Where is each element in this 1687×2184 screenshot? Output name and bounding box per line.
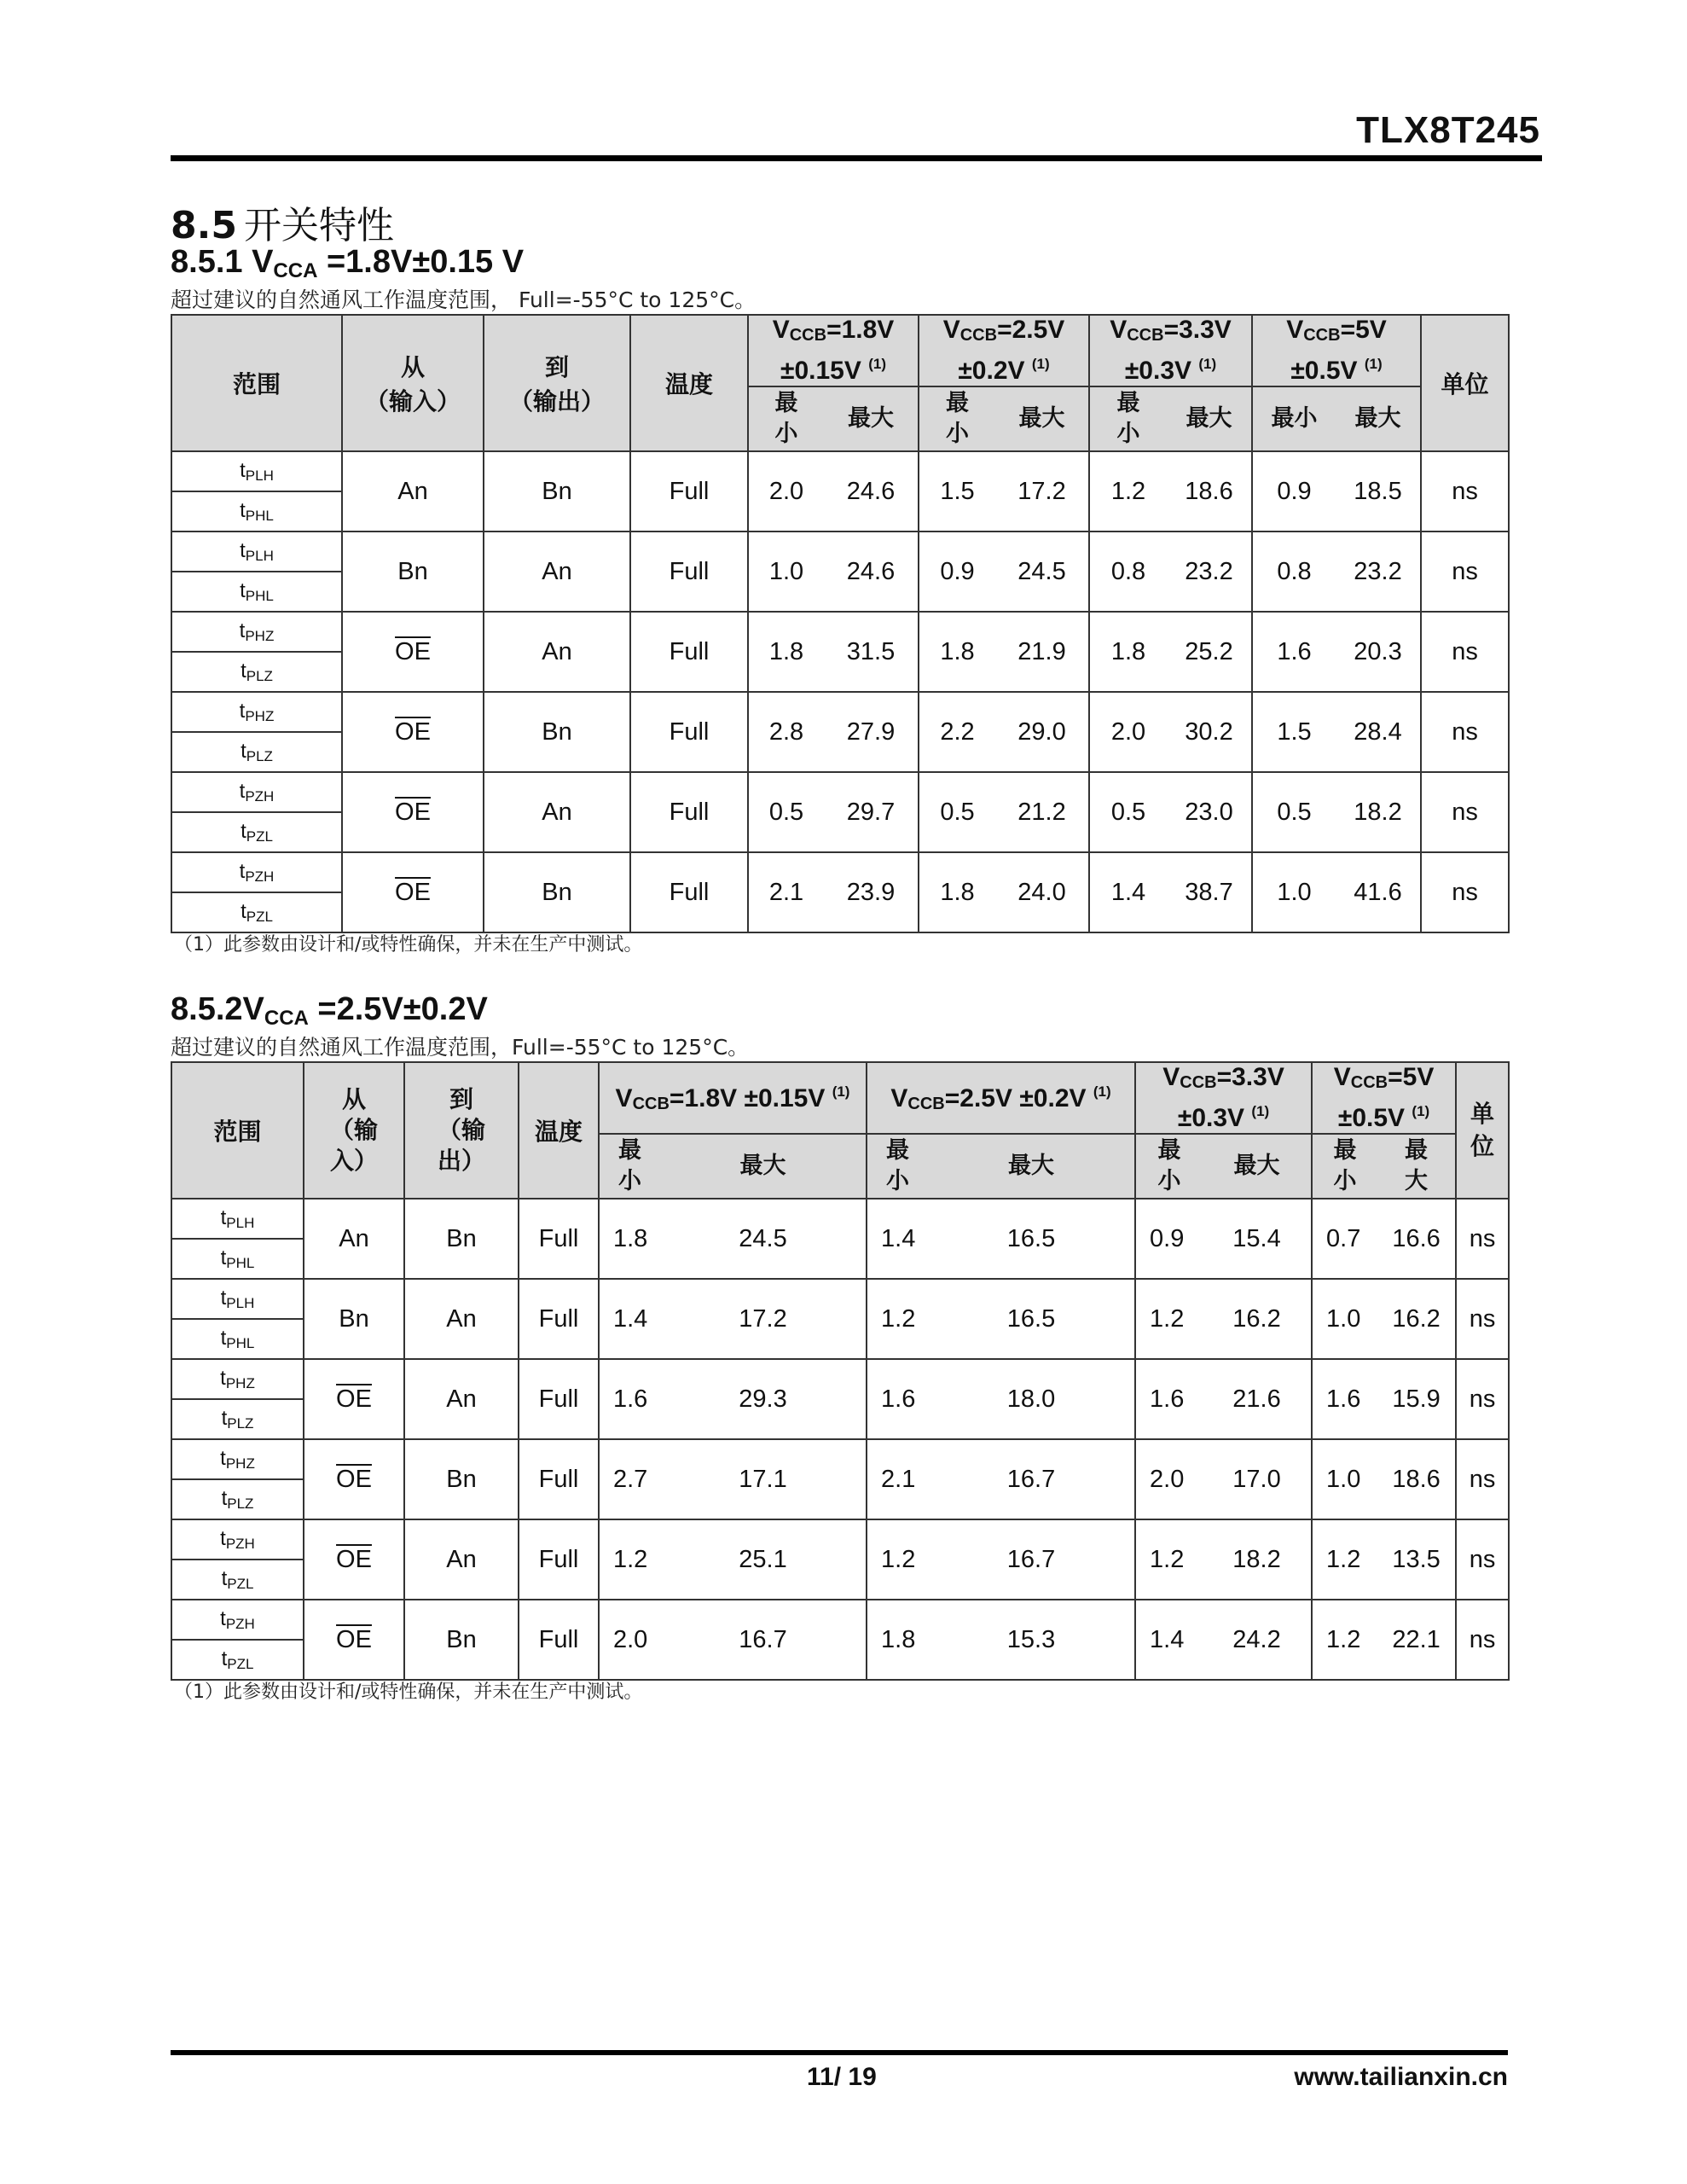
min-value-cell: 1.6 [1252, 612, 1336, 692]
temp-cell: Full [519, 1439, 599, 1519]
from-cell: $\overline{OE}$ [304, 1519, 404, 1600]
param-cell: $t_{PLZ}$ [171, 1399, 304, 1439]
unit-cell: ns [1456, 1600, 1509, 1680]
footer-rule [171, 2050, 1508, 2055]
temp-cell: Full [519, 1279, 599, 1359]
min-value-cell: 2.2 [919, 692, 995, 772]
max-value-cell: 24.6 [824, 451, 919, 531]
param-cell: $t_{PLH}$ [171, 451, 342, 491]
min-value-cell: 1.4 [1089, 852, 1167, 932]
page-number: 11/ 19 [807, 2063, 877, 2091]
from-cell: $\overline{OE}$ [304, 1359, 404, 1439]
max-value-cell: 24.5 [995, 531, 1089, 612]
min-value-cell: 1.8 [599, 1199, 660, 1279]
min-value-cell: 2.8 [748, 692, 824, 772]
max-value-cell: 24.6 [824, 531, 919, 612]
header-max: 最大 [1167, 386, 1252, 451]
table-row [171, 451, 1509, 491]
max-value-cell: 17.2 [995, 451, 1089, 531]
min-value-cell: 2.0 [599, 1600, 660, 1680]
from-cell: $\overline{OE}$ [342, 612, 484, 692]
temp-cell: Full [630, 692, 748, 772]
max-value-cell: 16.7 [660, 1600, 867, 1680]
max-value-cell: 24.2 [1203, 1600, 1312, 1680]
param-cell: $t_{PHL}$ [171, 572, 342, 612]
min-value-cell: 1.6 [1312, 1359, 1377, 1439]
temp-cell: Full [519, 1600, 599, 1680]
param-cell: $t_{PLH}$ [171, 531, 342, 572]
to-cell: Bn [484, 692, 630, 772]
max-value-cell: 21.9 [995, 612, 1089, 692]
header-min: 最小 [748, 386, 824, 451]
max-value-cell: 16.5 [928, 1199, 1135, 1279]
min-value-cell: 1.6 [1135, 1359, 1203, 1439]
param-cell: $t_{PHZ}$ [171, 1359, 304, 1399]
min-value-cell: 1.5 [919, 451, 995, 531]
min-value-cell: 1.6 [599, 1359, 660, 1439]
max-value-cell: 17.0 [1203, 1439, 1312, 1519]
max-value-cell: 24.5 [660, 1199, 867, 1279]
to-cell: Bn [484, 852, 630, 932]
header-max: 最 大 [1377, 1134, 1456, 1199]
header-temp: 温度 [519, 1062, 599, 1199]
header-vccb-2: $V_{CCB}=2.5V$ ±0.2V $^{(1)}$ [919, 315, 1089, 386]
param-cell: $t_{PHL}$ [171, 1239, 304, 1279]
param-cell: $t_{PZL}$ [171, 1560, 304, 1600]
max-value-cell: 29.7 [824, 772, 919, 852]
to-cell: Bn [404, 1600, 519, 1680]
min-value-cell: 2.7 [599, 1439, 660, 1519]
section-title [171, 195, 394, 249]
temp-cell: Full [519, 1519, 599, 1600]
param-cell: $t_{PZH}$ [171, 1600, 304, 1640]
header-vccb-4: $V_{CCB}=5V$ ±0.5V $^{(1)}$ [1312, 1062, 1456, 1134]
table-row [171, 772, 1509, 812]
temp-cell: Full [519, 1359, 599, 1439]
header-vccb-2: $V_{CCB}=2.5V \pm 0.2V$ $^{(1)}$ [867, 1062, 1135, 1134]
max-value-cell: 18.2 [1336, 772, 1421, 852]
header-rule [171, 155, 1542, 161]
header-to: 到 （输 出） [404, 1062, 519, 1199]
to-cell: An [404, 1279, 519, 1359]
section-title-cn: 开关特性 [243, 204, 394, 247]
header-max: 最大 [824, 386, 919, 451]
param-cell: $t_{PHZ}$ [171, 1439, 304, 1479]
to-cell: Bn [404, 1199, 519, 1279]
temp-cell: Full [630, 531, 748, 612]
param-cell: $t_{PLZ}$ [171, 652, 342, 692]
max-value-cell: 31.5 [824, 612, 919, 692]
min-value-cell: 1.8 [867, 1600, 928, 1680]
min-value-cell: 1.2 [1089, 451, 1167, 531]
min-value-cell: 0.5 [1089, 772, 1167, 852]
table-row [171, 1439, 1509, 1479]
max-value-cell: 18.6 [1167, 451, 1252, 531]
max-value-cell: 16.2 [1377, 1279, 1456, 1359]
param-cell: $t_{PHZ}$ [171, 612, 342, 652]
min-value-cell: 0.9 [1135, 1199, 1203, 1279]
header-min: 最 小 [599, 1134, 660, 1199]
min-value-cell: 0.5 [919, 772, 995, 852]
max-value-cell: 25.1 [660, 1519, 867, 1600]
max-value-cell: 41.6 [1336, 852, 1421, 932]
from-cell: $\overline{OE}$ [342, 772, 484, 852]
max-value-cell: 23.0 [1167, 772, 1252, 852]
table-row [171, 1199, 1509, 1239]
max-value-cell: 15.4 [1203, 1199, 1312, 1279]
temp-cell: Full [630, 612, 748, 692]
min-value-cell: 1.4 [599, 1279, 660, 1359]
to-cell: Bn [484, 451, 630, 531]
header-range: 范围 [171, 1062, 304, 1199]
max-value-cell: 25.2 [1167, 612, 1252, 692]
max-value-cell: 22.1 [1377, 1600, 1456, 1680]
unit-cell: ns [1456, 1519, 1509, 1600]
max-value-cell: 29.0 [995, 692, 1089, 772]
max-value-cell: 29.3 [660, 1359, 867, 1439]
min-value-cell: 1.2 [1312, 1519, 1377, 1600]
header-to: 到 （输出） [484, 315, 630, 451]
param-cell: $t_{PZH}$ [171, 852, 342, 892]
from-cell: $\overline{OE}$ [304, 1600, 404, 1680]
part-number: TLX8T245 [1356, 109, 1540, 151]
param-cell: $t_{PLZ}$ [171, 1479, 304, 1519]
header-vccb-1: $V_{CCB}=1.8V \pm 0.15V$ $^{(1)}$ [599, 1062, 867, 1134]
table-row [171, 612, 1509, 652]
param-cell: $t_{PHL}$ [171, 491, 342, 531]
header-max: 最大 [1203, 1134, 1312, 1199]
min-value-cell: 1.4 [1135, 1600, 1203, 1680]
temp-cell: Full [630, 852, 748, 932]
unit-cell: ns [1421, 852, 1509, 932]
max-value-cell: 21.2 [995, 772, 1089, 852]
max-value-cell: 16.2 [1203, 1279, 1312, 1359]
max-value-cell: 16.6 [1377, 1199, 1456, 1279]
from-cell: $\overline{OE}$ [342, 692, 484, 772]
min-value-cell: 0.9 [919, 531, 995, 612]
max-value-cell: 27.9 [824, 692, 919, 772]
table-row [171, 531, 1509, 572]
subsection-title-1: 8.5.1 $V_{CCA} =1.8V\pm 0.15$ V [171, 244, 525, 282]
unit-cell: ns [1421, 772, 1509, 852]
min-value-cell: 1.5 [1252, 692, 1336, 772]
max-value-cell: 28.4 [1336, 692, 1421, 772]
header-range: 范围 [171, 315, 342, 451]
min-value-cell: 1.8 [919, 612, 995, 692]
max-value-cell: 23.2 [1336, 531, 1421, 612]
min-value-cell: 1.2 [867, 1279, 928, 1359]
header-unit: 单 位 [1456, 1062, 1509, 1199]
max-value-cell: 23.2 [1167, 531, 1252, 612]
header-vccb-3: $V_{CCB}=3.3V$ ±0.3V $^{(1)}$ [1089, 315, 1252, 386]
unit-cell: ns [1456, 1359, 1509, 1439]
section-number: 8.5 [171, 204, 237, 247]
header-unit: 单位 [1421, 315, 1509, 451]
min-value-cell: 2.1 [748, 852, 824, 932]
conditions-note-2: 超过建议的自然通风工作温度范围，Full=-55°C to 125°C。 [171, 1035, 750, 1060]
param-cell: $t_{PLH}$ [171, 1199, 304, 1239]
max-value-cell: 16.7 [928, 1519, 1135, 1600]
unit-cell: ns [1421, 692, 1509, 772]
min-value-cell: 1.0 [1312, 1439, 1377, 1519]
from-cell: An [342, 451, 484, 531]
param-cell: $t_{PHL}$ [171, 1319, 304, 1359]
unit-cell: ns [1456, 1439, 1509, 1519]
unit-cell: ns [1456, 1199, 1509, 1279]
min-value-cell: 2.0 [748, 451, 824, 531]
table-row [171, 852, 1509, 892]
param-cell: $t_{PHZ}$ [171, 692, 342, 732]
unit-cell: ns [1421, 612, 1509, 692]
unit-cell: ns [1421, 531, 1509, 612]
min-value-cell: 1.2 [867, 1519, 928, 1600]
min-value-cell: 0.9 [1252, 451, 1336, 531]
max-value-cell: 18.5 [1336, 451, 1421, 531]
header-min: 最 小 [1312, 1134, 1377, 1199]
header-min: 最 小 [867, 1134, 928, 1199]
temp-cell: Full [630, 451, 748, 531]
conditions-note-1: 超过建议的自然通风工作温度范围， Full=-55°C to 125°C。 [171, 288, 757, 312]
to-cell: An [404, 1519, 519, 1600]
min-value-cell: 0.8 [1252, 531, 1336, 612]
to-cell: An [484, 531, 630, 612]
min-value-cell: 1.2 [1135, 1519, 1203, 1600]
max-value-cell: 20.3 [1336, 612, 1421, 692]
max-value-cell: 15.9 [1377, 1359, 1456, 1439]
unit-cell: ns [1456, 1279, 1509, 1359]
header-min: 最小 [919, 386, 995, 451]
unit-cell: ns [1421, 451, 1509, 531]
param-cell: $t_{PLH}$ [171, 1279, 304, 1319]
table-row [171, 1519, 1509, 1560]
to-cell: Bn [404, 1439, 519, 1519]
min-value-cell: 1.2 [1312, 1600, 1377, 1680]
min-value-cell: 2.0 [1089, 692, 1167, 772]
to-cell: An [404, 1359, 519, 1439]
header-from: 从 （输 入） [304, 1062, 404, 1199]
min-value-cell: 0.5 [748, 772, 824, 852]
subsection-title-2: $8.5.2V_{CCA} =2.5V\pm 0.2V$ [171, 991, 488, 1030]
min-value-cell: 1.8 [748, 612, 824, 692]
from-cell: An [304, 1199, 404, 1279]
switching-table-2 [171, 1061, 1510, 1681]
max-value-cell: 30.2 [1167, 692, 1252, 772]
table-row [171, 1279, 1509, 1319]
header-vccb-4: $V_{CCB}=5V$ ±0.5V $^{(1)}$ [1252, 315, 1421, 386]
header-from: 从 （输入） [342, 315, 484, 451]
footnote-1: （1）此参数由设计和/或特性确保，并未在生产中测试。 [174, 934, 643, 956]
min-value-cell: 1.0 [748, 531, 824, 612]
min-value-cell: 0.7 [1312, 1199, 1377, 1279]
temp-cell: Full [630, 772, 748, 852]
min-value-cell: 1.4 [867, 1199, 928, 1279]
max-value-cell: 16.7 [928, 1439, 1135, 1519]
min-value-cell: 1.0 [1252, 852, 1336, 932]
header-temp: 温度 [630, 315, 748, 451]
table-row [171, 1600, 1509, 1640]
temp-cell: Full [519, 1199, 599, 1279]
min-value-cell: 1.2 [1135, 1279, 1203, 1359]
max-value-cell: 17.1 [660, 1439, 867, 1519]
min-value-cell: 1.6 [867, 1359, 928, 1439]
param-cell: $t_{PZL}$ [171, 812, 342, 852]
header-vccb-1: $V_{CCB}=1.8V$ ±0.15V $^{(1)}$ [748, 315, 919, 386]
max-value-cell: 38.7 [1167, 852, 1252, 932]
website-url: www.tailianxin.cn [1294, 2063, 1508, 2091]
max-value-cell: 15.3 [928, 1600, 1135, 1680]
from-cell: $\overline{OE}$ [304, 1439, 404, 1519]
max-value-cell: 18.0 [928, 1359, 1135, 1439]
header-vccb-3: $V_{CCB}=3.3V$ ±0.3V $^{(1)}$ [1135, 1062, 1312, 1134]
max-value-cell: 13.5 [1377, 1519, 1456, 1600]
header-min: 最 小 [1135, 1134, 1203, 1199]
param-cell: $t_{PZH}$ [171, 1519, 304, 1560]
table-row [171, 692, 1509, 732]
max-value-cell: 16.5 [928, 1279, 1135, 1359]
max-value-cell: 24.0 [995, 852, 1089, 932]
param-cell: $t_{PZL}$ [171, 1640, 304, 1680]
min-value-cell: 2.0 [1135, 1439, 1203, 1519]
min-value-cell: 2.1 [867, 1439, 928, 1519]
switching-table-1 [171, 314, 1510, 933]
header-max: 最大 [1336, 386, 1421, 451]
min-value-cell: 0.5 [1252, 772, 1336, 852]
max-value-cell: 18.6 [1377, 1439, 1456, 1519]
param-cell: $t_{PLZ}$ [171, 732, 342, 772]
param-cell: $t_{PZL}$ [171, 892, 342, 932]
min-value-cell: 1.0 [1312, 1279, 1377, 1359]
header-max: 最大 [660, 1134, 867, 1199]
param-cell: $t_{PZH}$ [171, 772, 342, 812]
max-value-cell: 18.2 [1203, 1519, 1312, 1600]
to-cell: An [484, 772, 630, 852]
header-min: 最小 [1089, 386, 1167, 451]
min-value-cell: 1.8 [1089, 612, 1167, 692]
from-cell: $\overline{OE}$ [342, 852, 484, 932]
from-cell: Bn [342, 531, 484, 612]
table-row [171, 1359, 1509, 1399]
min-value-cell: 1.2 [599, 1519, 660, 1600]
to-cell: An [484, 612, 630, 692]
header-max: 最大 [928, 1134, 1135, 1199]
footnote-2: （1）此参数由设计和/或特性确保，并未在生产中测试。 [174, 1682, 643, 1703]
max-value-cell: 17.2 [660, 1279, 867, 1359]
min-value-cell: 0.8 [1089, 531, 1167, 612]
min-value-cell: 1.8 [919, 852, 995, 932]
header-max: 最大 [995, 386, 1089, 451]
from-cell: Bn [304, 1279, 404, 1359]
max-value-cell: 23.9 [824, 852, 919, 932]
max-value-cell: 21.6 [1203, 1359, 1312, 1439]
header-min: 最小 [1252, 386, 1336, 451]
